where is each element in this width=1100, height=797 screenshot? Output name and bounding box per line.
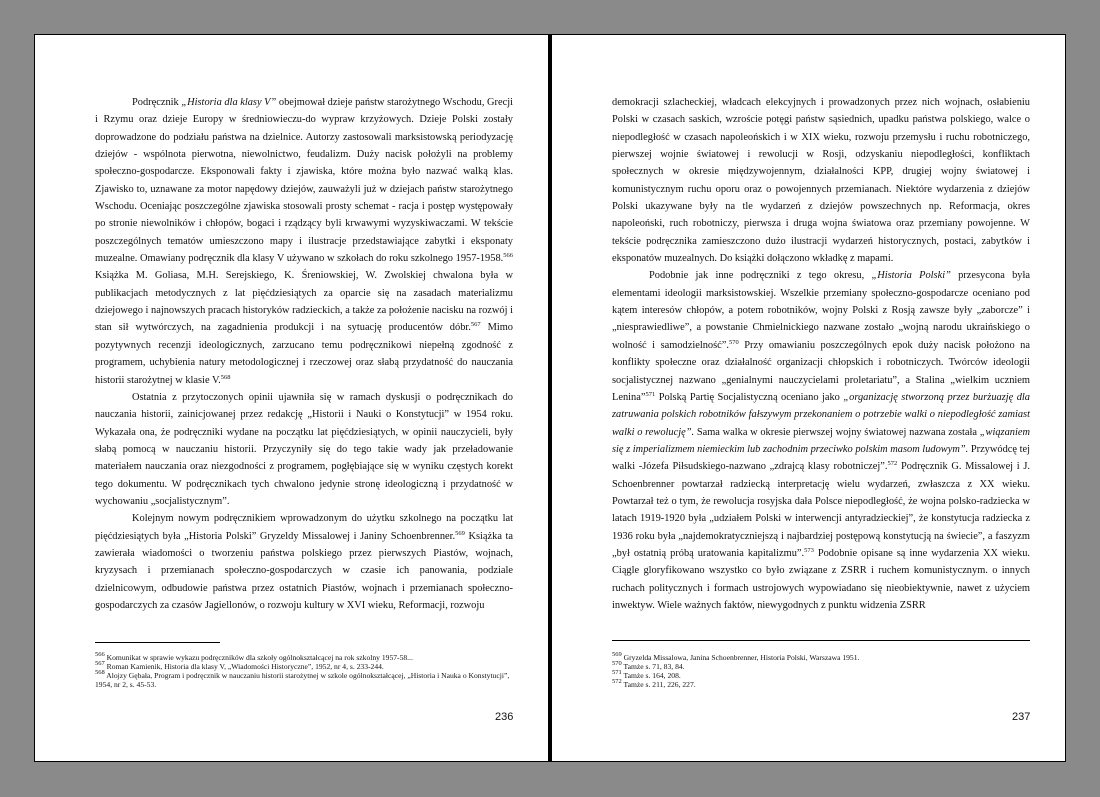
right-body-text [612, 94, 1030, 614]
footnote-item: $^{567}$ Roman Kamienik, Historia dla klasy V, „Wiadomości Historyczne”, 1952, nr 4, s. 233-244. [95, 659, 384, 671]
footnote-separator [95, 642, 220, 643]
right-paragraph-2: Podobnie jak inne podręczniki z tego okresu, „Historia Polski” przesycona była elementami ideologii marksistowskiej. Wszelkie przemiany społeczno-gospodarcze oceniano pod kątem interesów chłopów, a potem robotników, wojny Polski z Rosją zawsze były „zaborcze” i „niesprawiedliwe”, a powstanie Chmielnickiego nazwane zostało „wojną narodu ukraińskiego o wolność i samodzielność”.$^{570}$ Przy omawianiu poszczególnych epok duży nacisk położono na konflikty społeczne oraz działalność organizacji chłopskich i robotniczych. Twórców ideologii socjalistycznej nazwano „genialnymi nauczycielami proletariatu”, a Stalina „wielkim uczniem Lenina”$^{571}$ Polską Partię Socjalistyczną oceniano jako „organizację stworzoną przez burżuazję dla zatruwania polskich robotników fałszywym przekonaniem o potrzebie walki o niepodległość zamiast walki o rewolucję”. Sama walka w okresie pierwszej wojny światowej nazwana została „wiązaniem się z imperializmem niemieckim lub zachodnim przeciwko polskim masom ludowym”. Przywódcę tej walki -Józefa Piłsudskiego-nazwano „zdrajcą klasy robotniczej”.$^{572}$ Podręcznik G. Missalowej i J. Schoenbrenner powtarzał radziecką interpretację wielu wydarzeń, zwłaszcza z XX wieku. Powtarzał też o tym, że rewolucja rosyjska dała Polsce niepodległość, że wojna polsko-radziecka w latach 1919-1920 była „udziałem Polski w interwencji antyradzieckiej”, że konstytucja radziecka z 1936 roku była „najdemokratyczniejszą i najbardziej postępową konstytucją na świecie”, a faszyzm „był ostatnią próbą uratowania kapitalizmu”.$^{573}$ Podobnie opisane są inne wydarzenia XX wieku. Ciągle gloryfikowano wszystko co było związane z ZSRR i ruchem komunistycznym. o innych ruchach politycznych i formach ustrojowych wypowiadano się nieobiektywnie, nawet z użyciem inwektyw. Wiele ważnych faktów, niewygodnych z punktu widzenia ZSRR [612, 270, 1031, 611]
right-paragraph-1: demokracji szlacheckiej, władcach elekcyjnych i prowadzonych przez nich wojnach, osłabieniu Polski w czasach saskich, wzroście potęgi państw sąsiednich, upadku państwa polskiego, walce o niepodległość w czasach napoleońskich i w XIX wieku, rozwoju przemysłu i ruchu robotniczego, pierwszej wojnie światowej i rewolucji w Rosji, odzyskaniu niepodległości, konfliktach społecznych w okresie międzywojennym, działalności KPP, drugiej wojny światowej i komunistycznym ruchu oporu oraz o powojennych przemianach. Niektóre wydarzenia z dziejów Polski ukazywane były na tle wydarzeń z dziejów powszechnych np. Reformacja, okres napoleoński, ruch robotniczy, pierwsza i druga wojna światowa oraz przemiany powojenne. W tekście podręcznika zamieszczono dużo ilustracji wydarzeń historycznych, postaci, zabytków i eksponatów muzealnych. Do książki dołączono wkładkę z mapami. [612, 97, 1030, 265]
left-page [34, 34, 549, 762]
footnote-item: $^{570}$ Tamże s. 71, 83, 84. [612, 659, 685, 671]
footnote-ref-570[interactable]: 570 [728, 338, 739, 346]
footnote-ref-571[interactable]: 571 [645, 390, 656, 398]
footnote-item: $^{572}$ Tamże s. 211, 226, 227. [612, 677, 696, 689]
left-body-text [95, 94, 513, 614]
left-paragraph-3 [95, 510, 513, 614]
page-number: 236 [495, 711, 514, 723]
footnote-separator [612, 640, 1030, 641]
left-italic-title: „Historia dla klasy V” [181, 97, 277, 108]
left-para-5-text: Kolejnym nowym podręcznikiem wprowadzonym do użytku szkolnego na początku lat pięćdziesiątych była „Historia Polski” Gryzeldy Missalowej i Janiny Schoenbrenner. [95, 513, 513, 542]
footnote-ref-573[interactable]: 573 [804, 546, 814, 554]
page-number: 237 [1012, 711, 1031, 723]
footnote-item: $^{569}$ Gryzelda Missalowa, Janina Schoenbrenner, Historia Polski, Warszawa 1951. [612, 651, 860, 662]
footnote-item: $^{568}$ Alojzy Gębała, Program i podręcznik w nauczaniu historii starożytnej w szkole ogólnokształcącej, „Historia i Nauka o Konstytucji”, 1954, nr 2, s. 45-53. [95, 668, 510, 689]
footnote-item: $^{571}$ Tamże s. 164, 208. [612, 668, 681, 680]
right-quote-2: „wiązaniem się z imperializmem niemieckim lub zachodnim przeciwko polskim masom ludowym”. [612, 426, 1030, 455]
right-quote-1: „organizację stworzoną przez burżuazję dla zatruwania polskich robotników fałszywym przekonaniem o potrzebie walki o niepodległość zamiast walki o rewolucję”. [612, 391, 1031, 438]
left-paragraph-2: Ostatnia z przytoczonych opinii ujawniła się w ramach dyskusji o podręcznikach do nauczania historii, zainicjowanej przez redakcję „Historii i Nauki o Konstytucji” w 1954 roku. Wykazała ona, że podręczniki wydane na początku lat pięćdziesiątych, w opinii nauczycieli, były słabą pomocą w nauczaniu historii. Przyczyniły się do tego takie wady jak przeładowanie materiałem nauczania oraz niezgodności z programem, pogłębiające się w wyniku częstych korekt tego dokumentu. W podręcznikach tych chwalono jedynie stronę ideologiczną i przydatność w wychowaniu „socjalistycznym”. [95, 391, 513, 507]
left-para-2-text: Książka M. Goliasa, M.H. Serejskiego, K. Śreniowskiej, W. Zwolskiej chwalona była w publikacjach metodycznych z lat pięćdziesiątych za oparcie się na zasadach materializmu dziejowego i najnowszych pracach historyków radzieckich, a także za położenie nacisku na rozwój i stan sił wytwórczych, na zagadnienia produkcji i na sytuację producentów dóbr. [95, 270, 513, 334]
right-footnotes [612, 651, 1030, 690]
left-para-1-text: obejmował dzieje państw starożytnego Wschodu, Grecji i Rzymu oraz dzieje Europy w średniowieczu-do wypraw krzyżowych. Dzieje Polski zostały doprowadzone do podziału państwa na dzielnice. Autorzy zastosowali marksistowską periodyzację dziejów - wspólnota pierwotna, niewolnictwo, feudalizm. Duży nacisk położyli na problemy społeczno-gospodarcze. Eksponowali fakty i zjawiska, które można było nazwać walką klas. Zjawisko to, uznawane za motor napędowy dziejów, zauważyli już w dziejach państw starożytnego Wschodu. Oceniając poszczególne zjawiska stosowali prosty schemat - racja i postęp występowały po stronie niewolników i chłopów, bogaci i rządzący byli krwawymi wyzyskiwaczami. W tekście poszczególnych tematów umieszczono mapy i ilustracje przedstawiające zabytki i eksponaty muzealne. Omawiany podręcznik dla klasy V używano w szkołach do roku szkolnego 1957-1958. [95, 97, 514, 265]
footnote-ref-569[interactable]: 569 [455, 529, 465, 537]
left-para-6-text: Książka ta zawierała wiadomości o tworzeniu państwa polskiego przez pierwszych Piastów, wojnach, kryzysach i przemianach społeczno-gospodarczych w czasie ich panowania, podziale dzielnicowym, odbudowie państwa przez ostatnich Piastów, wojnach i przemianach społeczno-gospodarczych za czasów Jagiellonów, o rozwoju kultury w XVI wieku, Reformacji, rozwoju [95, 530, 514, 611]
footnote-ref-568[interactable]: 568 [220, 373, 231, 381]
right-page [551, 34, 1066, 762]
footnote-ref-572[interactable]: 572 [887, 460, 898, 468]
footnote-ref-567[interactable]: 567 [470, 321, 481, 329]
left-footnotes [95, 651, 513, 690]
left-para-3-text: Mimo pozytywnych recenzji ideologicznych, zarzucano temu podręcznikowi niepełną zgodność z programem, uchybienia natury metodologicznej i rzeczowej oraz słabą przydatność do nauczania historii starożytnej w klasie V. [95, 322, 513, 386]
footnote-ref-566[interactable]: 566 [503, 252, 513, 260]
right-para-3-text: Przy omawianiu poszczególnych epok duży nacisk położono na konflikty społeczne oraz działalność organizacji chłopskich i robotniczych. Twórców ideologii socjalistycznej nazwano „genialnymi nauczycielami proletariatu”, a Stalina „wielkim uczniem Lenina” [612, 339, 1030, 403]
right-para-2-text: przesycona była elementami ideologii marksistowskiej. Wszelkie przemiany społeczno-gospodarcze oceniano pod kątem interesów chłopów, a potem robotników, wojny Polski z Rosją zawsze były „zaborcze” i „niesprawiedliwe”, a powstanie Chmielnickiego nazwane zostało „wojną narodu ukraińskiego o wolność i samodzielność”. [612, 270, 1030, 351]
left-paragraph-1: Podręcznik „Historia dla klasy V” obejmował dzieje państw starożytnego Wschodu, Grecji i Rzymu oraz dzieje Europy w średniowieczu-do wypraw krzyżowych. Dzieje Polski zostały doprowadzone do podziału państwa na dzielnice. Autorzy zastosowali marksistowską periodyzację dziejów - wspólnota pierwotna, niewolnictwo, feudalizm. Duży nacisk położyli na problemy społeczno-gospodarcze. Eksponowali fakty i zjawiska, które można było nazwać walką klas. Zjawisko to, uznawane za motor napędowy dziejów, zauważyli już w dziejach państw starożytnego Wschodu. Oceniając poszczególne zjawiska stosowali prosty schemat - racja i postęp występowały po stronie niewolników i chłopów, bogaci i rządzący byli krwawymi wyzyskiwaczami. W tekście poszczególnych tematów umieszczono mapy i ilustracje przedstawiające zabytki i eksponaty muzealne. Omawiany podręcznik dla klasy V używano w szkołach do roku szkolnego 1957-1958.$^{566}$ Książka M. Goliasa, M.H. Serejskiego, K. Śreniowskiej, W. Zwolskiej chwalona była w publikacjach metodycznych z lat pięćdziesiątych za oparcie się na zasadach materializmu dziejowego i najnowszych pracach historyków radzieckich, a także za położenie nacisku na rozwój i stan sił wytwórczych, na zagadnienia produkcji i na sytuację producentów dóbr.$^{567}$ Mimo pozytywnych recenzji ideologicznych, zarzucano temu podręcznikowi niepełną zgodność z programem, uchybienia natury metodologicznej i rzeczowej oraz słabą przydatność do nauczania historii starożytnej w klasie V.$^{568}$ [95, 97, 514, 386]
footnote-item: $^{566}$ Komunikat w sprawie wykazu podręczników dla szkoły ogólnokształcącej na rok szkolny 1957-58... [95, 651, 413, 662]
right-italic-title: „Historia Polski” [871, 270, 951, 282]
